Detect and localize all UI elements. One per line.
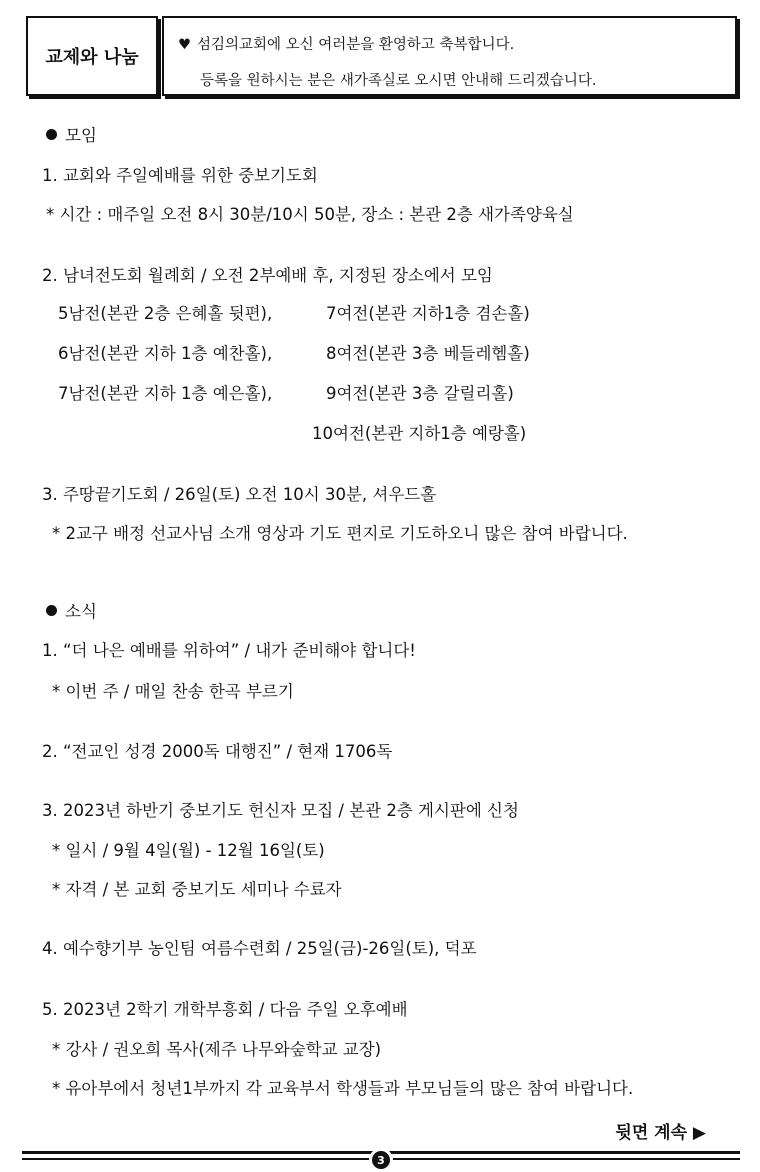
news-item-1-detail: * 이번 주 / 매일 찬송 한곡 부르기 (52, 682, 294, 701)
news-item-3-title: 3. 2023년 하반기 중보기도 헌신자 모집 / 본관 2층 게시판에 신청 (42, 801, 519, 820)
welcome-line-2: 등록을 원하시는 분은 새가족실로 오시면 안내해 드리겠습니다. (200, 73, 597, 89)
meeting-item-3-title: 3. 주땅끝기도회 / 26일(토) 오전 10시 30분, 셔우드홀 (42, 485, 437, 504)
meetings-heading (46, 122, 97, 146)
continue-note: 뒷면 계속 ▶ (615, 1123, 706, 1143)
meeting-item-1-detail: * 시간 : 매주일 오전 8시 30분/10시 50분, 장소 : 본관 2층 새가족양육실 (46, 205, 574, 224)
meeting-item-2-title: 2. 남녀전도회 월례회 / 오전 2부예배 후, 지정된 장소에서 모임 (42, 266, 493, 285)
welcome-text-1: 섬김의교회에 오신 여러분을 환영하고 축복합니다. (197, 37, 515, 53)
news-item-3-detail-2: * 자격 / 본 교회 중보기도 세미나 수료자 (52, 880, 342, 899)
women-group-3: 9여전(본관 3층 갈릴리홀) (326, 384, 514, 403)
men-group-2: 6남전(본관 지하 1층 예찬홀), (58, 344, 273, 363)
bullet-icon (46, 129, 57, 140)
men-group-3: 7남전(본관 지하 1층 예은홀), (58, 384, 273, 403)
news-item-1-title: 1. “더 나은 예배를 위하여” / 내가 준비해야 합니다! (42, 641, 416, 660)
footer-rule (22, 1150, 740, 1167)
news-item-5-title: 5. 2023년 2학기 개학부흥회 / 다음 주일 오후예배 (42, 1000, 408, 1019)
news-item-3-detail-1: * 일시 / 9월 4일(월) - 12월 16일(토) (52, 841, 325, 860)
bullet-icon (46, 605, 57, 616)
meeting-item-1-title: 1. 교회와 주일예배를 위한 중보기도회 (42, 166, 318, 185)
welcome-line-1 (178, 33, 514, 54)
meetings-heading-text: 모임 (65, 126, 97, 145)
women-group-2: 8여전(본관 3층 베들레헴홀) (326, 344, 530, 363)
section-title: 교제와 나눔 (45, 47, 139, 68)
news-item-5-detail-2: * 유아부에서 청년1부까지 각 교육부서 학생들과 부모님들의 많은 참여 바랍니다. (52, 1079, 634, 1098)
news-heading (46, 598, 97, 622)
women-group-4: 10여전(본관 지하1층 예랑홀) (312, 424, 527, 443)
women-group-1: 7여전(본관 지하1층 겸손홀) (326, 304, 530, 323)
meeting-item-3-detail: * 2교구 배정 선교사님 소개 영상과 기도 편지로 기도하오니 많은 참여 바랍니다. (52, 524, 628, 543)
news-item-5-detail-1: * 강사 / 권오희 목사(제주 나무와숲학교 교장) (52, 1040, 382, 1059)
welcome-box (162, 16, 737, 96)
men-group-1: 5남전(본관 2층 은혜홀 뒷편), (58, 304, 273, 323)
heart-icon: ♥ (178, 37, 191, 53)
news-item-2-title: 2. “전교인 성경 2000독 대행진” / 현재 1706독 (42, 742, 393, 761)
page-number: 3 (369, 1148, 393, 1172)
section-title-box (26, 16, 158, 96)
news-item-4-title: 4. 예수향기부 농인팀 여름수련회 / 25일(금)-26일(토), 덕포 (42, 939, 477, 958)
news-heading-text: 소식 (65, 602, 97, 621)
